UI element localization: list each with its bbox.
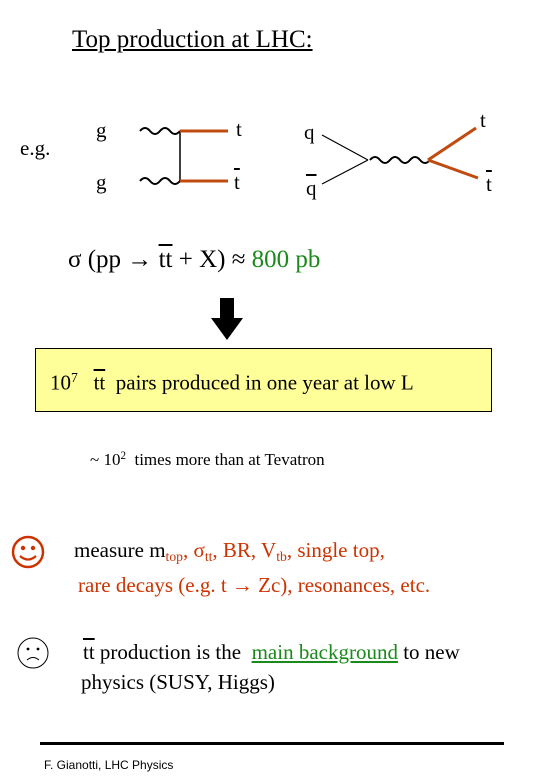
comparison-exponent: 2 xyxy=(120,450,126,462)
pairs-base: 10 xyxy=(50,370,71,395)
measure-label: measure m xyxy=(74,538,166,562)
comparison-text xyxy=(90,450,325,470)
single-top-text: , single top, xyxy=(286,538,385,562)
measurements-text xyxy=(74,536,430,599)
top-out-line xyxy=(428,128,476,160)
footer-divider xyxy=(40,742,504,745)
cross-section-formula xyxy=(68,246,320,274)
page-title: Top production at LHC: xyxy=(72,26,313,53)
smiley-sad-icon xyxy=(18,638,48,668)
ttbar-symbol: $\overline{tt}$ xyxy=(158,246,173,273)
antitop-label-right: $\overline{t}$ xyxy=(486,172,492,196)
comparison-body: times more than at Tevatron xyxy=(134,450,325,470)
quark-line xyxy=(322,135,368,160)
pairs-exponent: 7 xyxy=(71,370,78,385)
gluon-line-top xyxy=(140,128,180,134)
t-channel-diagram xyxy=(140,128,228,184)
br-v-text: , BR, V xyxy=(212,538,277,562)
comparison-prefix: ~ 10 xyxy=(90,450,121,470)
top-label-right: t xyxy=(480,108,486,132)
down-arrow-icon xyxy=(211,298,243,340)
gluon-line-bottom xyxy=(140,178,180,184)
smiley-happy-icon xyxy=(13,537,43,567)
gluon-propagator xyxy=(370,157,430,163)
cross-section-prefix: σ (pp → xyxy=(68,246,159,273)
quark-label: q xyxy=(304,120,315,144)
antiquark-line xyxy=(322,160,368,184)
sub-top: top xyxy=(165,549,183,565)
background-line-1 xyxy=(83,637,460,667)
cross-section-value: 800 pb xyxy=(251,246,321,273)
ttbar-symbol: $\overline{tt}$ xyxy=(83,640,95,664)
background-text-a: production is the xyxy=(99,640,242,664)
antitop-label-left: $\overline{t}$ xyxy=(234,170,240,194)
background-text-b: to new xyxy=(403,640,460,664)
main-background-link: main background xyxy=(251,640,398,664)
sigma-symbol: , σ xyxy=(182,538,205,562)
footer-credit: F. Gianotti, LHC Physics xyxy=(44,758,174,772)
cross-section-suffix: + X) ≈ xyxy=(172,246,252,273)
sub-tt: tt xyxy=(204,549,213,565)
sub-tb: tb xyxy=(276,549,287,565)
top-label-left: t xyxy=(236,117,242,141)
background-text xyxy=(83,637,460,697)
antiquark-label: $\overline{q}$ xyxy=(306,176,317,200)
example-label: e.g. xyxy=(20,136,51,160)
measurements-line-1 xyxy=(74,536,430,571)
highlight-box-text xyxy=(50,370,414,396)
pairs-text: pairs produced in one year at low L xyxy=(115,370,414,395)
background-line-2: physics (SUSY, Higgs) xyxy=(81,670,275,694)
ttbar-symbol: $\overline{tt}$ xyxy=(93,370,106,395)
gluon-label-top: g xyxy=(96,118,107,142)
s-channel-diagram xyxy=(322,128,478,184)
measurements-line-2: rare decays (e.g. t → Zc), resonances, etc. xyxy=(78,573,431,598)
antitop-out-line xyxy=(428,160,478,178)
gluon-label-bottom: g xyxy=(96,170,107,194)
